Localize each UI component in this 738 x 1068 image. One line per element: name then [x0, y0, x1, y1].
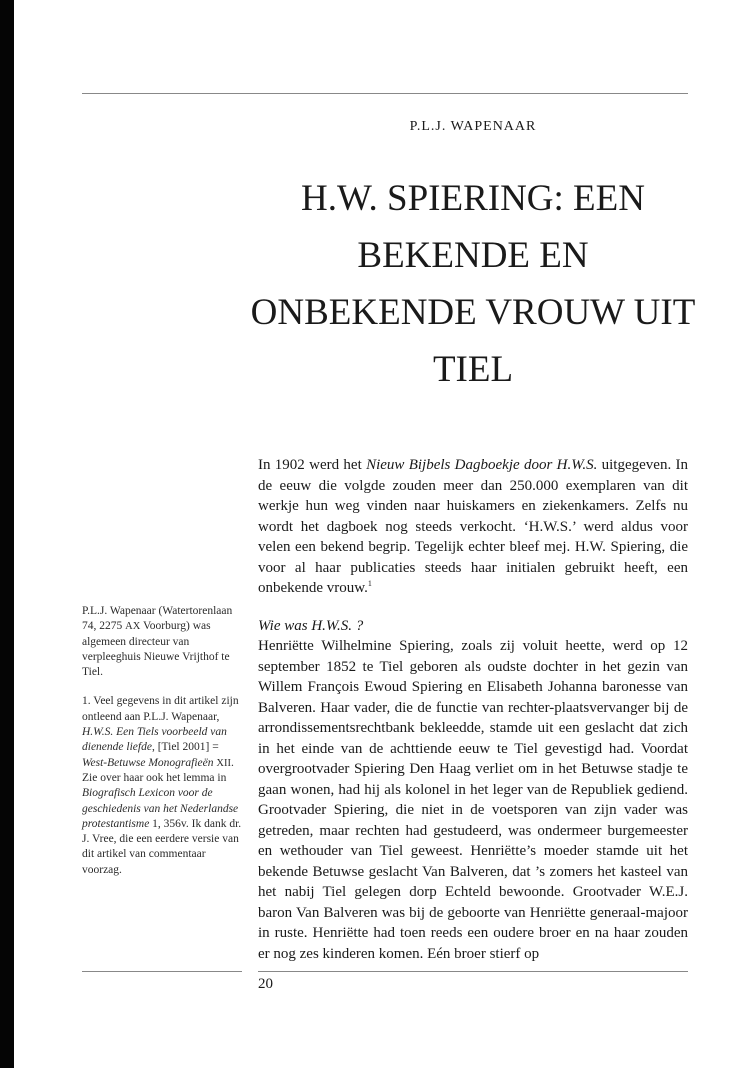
section-paragraph: Henriëtte Wilhelmine Spiering, zoals zij voluit heette, werd op 12 september 1852 te Tiel geboren als oudste dochter in het gezin van Willem François Ewoud Spiering en Elisabeth Johanna baronesse van Balveren. Haar vader, die de functie van rechter-plaatsvervanger bij de arrondissementsrechtbank bekleedde, stamde uit een geslacht dat zich in het einde van de achttiende eeuw te Tiel gevestigd had. Voordat overgrootvader Spiering Den Haag verliet om in het Betuwse stadje te gaan wonen, had hij als kolonel in het leger van de Republiek gediend. Grootvader Spiering, die niet in de voetsporen van zijn vader was getreden, maar rechten had gestudeerd, was ondermeer burgemeester en wethouder van Tiel geweest. Henriëtte’s moeder stamde uit het bekende Betuwse geslacht Van Balveren, dat ’s zomers het kasteel van het nabij Tiel gelegen dorp Echteld bewoonde. Grootvader W.E.J. baron Van Balveren was bij de geboorte van Henriëtte generaal-majoor in ruste. Henriëtte had toen reeds een oudere broer en na haar zouden er nog zes kinderen komen. Eén broer stierf op	[258, 638, 688, 962]
scan-edge	[0, 0, 14, 1068]
author-bio: P.L.J. Wapenaar (Watertorenlaan 74, 2275 AX Voorburg) was algemeen directeur van verpleeghuis Nieuwe Vrijthof te Tiel.	[82, 605, 233, 679]
footnote-1: 1. Veel gegevens in dit artikel zijn ontleend aan P.L.J. Wapenaar, H.W.S. Een Tiels voorbeeld van dienende liefde, [Tiel 2001] = West-Betuwse Monografieën XII. Zie over haar ook het lemma in Biografisch Lexicon voor de geschiedenis van het Nederlandse protestantisme 1, 356v. Ik dank dr. J. Vree, die een eerdere versie van dit artikel van commentaar voorzag.	[82, 695, 242, 876]
bottom-rule-left	[82, 971, 242, 972]
sidebar	[82, 604, 246, 878]
page-number: 20	[258, 976, 273, 992]
intro-paragraph: In 1902 werd het Nieuw Bijbels Dagboekje door H.W.S. uitgegeven. In de eeuw die volgde zouden meer dan 250.000 exemplaren van dit werkje hun weg vinden naar huiskamers en ziekenkamers. Zelfs nu wordt het dagboek nog steeds verkocht. ‘H.W.S.’ werd aldus voor velen een bekend begrip. Tegelijk echter bleef mej. H.W. Spiering, die voor al haar publicaties steeds haar initialen gebruikt heeft, een onbekende vrouw.$^1$	[258, 457, 689, 596]
top-rule	[82, 93, 688, 94]
main-text	[258, 455, 688, 964]
author-name: P.L.J. WAPENAAR	[409, 119, 537, 134]
book-title: Nieuw Bijbels Dagboekje door H.W.S.	[366, 457, 598, 473]
section-heading: Wie was H.W.S. ?	[258, 617, 364, 634]
footnote-ref: 1	[367, 579, 372, 588]
bottom-rule-right	[258, 971, 688, 972]
article-title: H.W. SPIERING: EEN BEKENDE EN ONBEKENDE VROUW UIT TIEL	[250, 178, 696, 390]
